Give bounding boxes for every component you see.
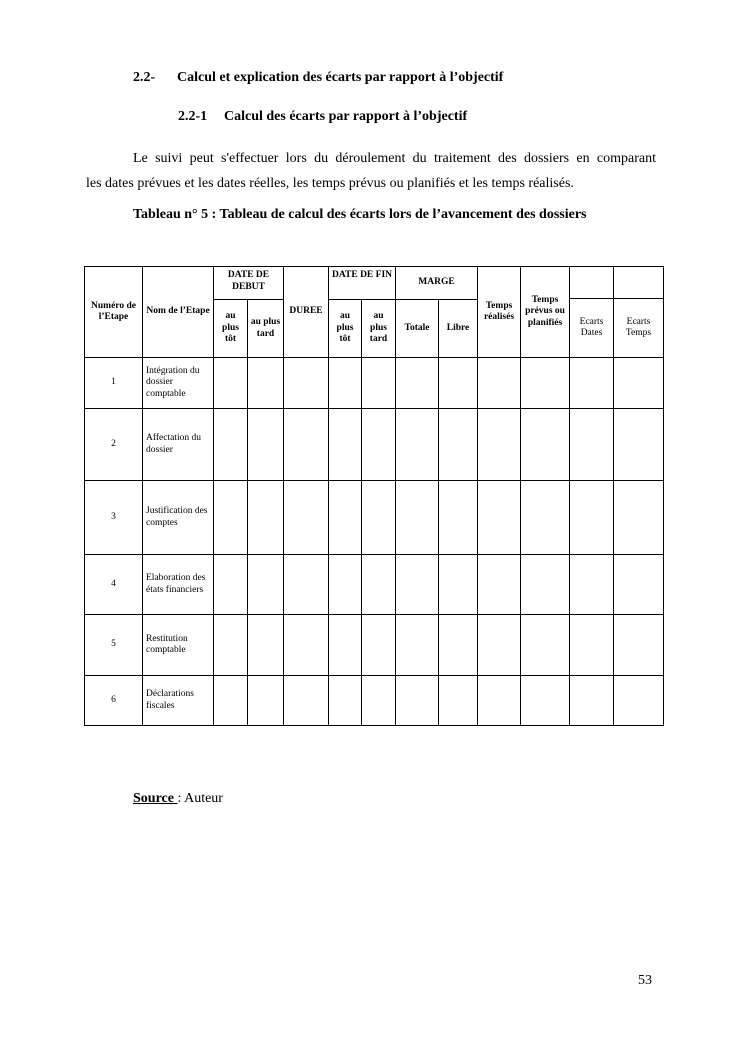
empty-cell bbox=[614, 615, 664, 676]
empty-cell bbox=[284, 676, 329, 726]
source-note bbox=[133, 791, 223, 807]
empty-cell bbox=[248, 676, 284, 726]
empty-cell bbox=[439, 555, 478, 615]
empty-cell bbox=[521, 676, 570, 726]
header-date-debut: DATE DE DEBUT bbox=[214, 267, 284, 300]
header-numero: Numéro de l’Etape bbox=[85, 267, 143, 358]
empty-cell bbox=[439, 676, 478, 726]
empty-cell bbox=[362, 676, 396, 726]
section-heading bbox=[133, 70, 503, 86]
empty-cell bbox=[248, 409, 284, 481]
header-libre: Libre bbox=[439, 300, 478, 358]
empty-cell bbox=[439, 481, 478, 555]
step-name: Affectation du dossier bbox=[143, 409, 214, 481]
table-row bbox=[85, 555, 664, 615]
table-row bbox=[85, 615, 664, 676]
empty-cell bbox=[329, 615, 362, 676]
header-date-fin: DATE DE FIN bbox=[329, 267, 396, 300]
table-row bbox=[85, 409, 664, 481]
empty-cell bbox=[521, 615, 570, 676]
empty-cell bbox=[362, 358, 396, 409]
empty-cell bbox=[214, 676, 248, 726]
paragraph-line-1: Le suivi peut s'effectuer lors du déroulement du traitement des dossiers en comparant bbox=[133, 151, 656, 166]
subsection-number: 2.2-1 bbox=[178, 109, 208, 124]
step-name: Intégration du dossier comptable bbox=[143, 358, 214, 409]
header-temps-prevus: Temps prévus ou planifiés bbox=[521, 267, 570, 358]
paragraph-line-2: les dates prévues et les dates réelles, les temps prévus ou planifiés et les temps réalisés. bbox=[86, 176, 574, 191]
empty-cell bbox=[329, 358, 362, 409]
empty-cell bbox=[362, 555, 396, 615]
table-row bbox=[85, 676, 664, 726]
empty-cell bbox=[214, 409, 248, 481]
section-title: Calcul et explication des écarts par rapport à l’objectif bbox=[177, 70, 504, 85]
header-ecarts-dates: Ecarts Dates bbox=[579, 316, 604, 338]
empty-cell bbox=[248, 615, 284, 676]
empty-cell bbox=[248, 481, 284, 555]
empty-cell bbox=[329, 555, 362, 615]
empty-cell bbox=[214, 358, 248, 409]
empty-cell bbox=[439, 358, 478, 409]
step-name: Justification des comptes bbox=[143, 481, 214, 555]
step-number: 6 bbox=[85, 676, 143, 726]
empty-cell bbox=[439, 409, 478, 481]
header-debut-tard: au plus tard bbox=[248, 300, 284, 358]
empty-cell bbox=[329, 481, 362, 555]
step-number: 5 bbox=[85, 615, 143, 676]
empty-cell bbox=[521, 409, 570, 481]
empty-cell bbox=[284, 409, 329, 481]
empty-cell bbox=[396, 409, 439, 481]
empty-cell bbox=[478, 481, 521, 555]
step-name: Elaboration des états financiers bbox=[143, 555, 214, 615]
empty-cell bbox=[614, 358, 664, 409]
empty-cell bbox=[329, 409, 362, 481]
empty-cell bbox=[478, 409, 521, 481]
empty-cell bbox=[478, 615, 521, 676]
empty-cell bbox=[214, 555, 248, 615]
empty-cell bbox=[439, 615, 478, 676]
table-row bbox=[85, 481, 664, 555]
header-marge: MARGE bbox=[396, 267, 478, 300]
empty-cell bbox=[521, 555, 570, 615]
header-ecarts-temps: Ecarts Temps bbox=[625, 316, 652, 338]
empty-cell bbox=[396, 358, 439, 409]
empty-cell bbox=[362, 409, 396, 481]
header-row-1 bbox=[85, 267, 664, 300]
table-row bbox=[85, 358, 664, 409]
empty-cell bbox=[570, 358, 614, 409]
step-number: 2 bbox=[85, 409, 143, 481]
header-ecarts-temps-cell bbox=[614, 267, 664, 358]
body-paragraph bbox=[86, 146, 656, 196]
empty-cell bbox=[284, 615, 329, 676]
empty-cell bbox=[214, 481, 248, 555]
empty-cell bbox=[396, 555, 439, 615]
section-number: 2.2- bbox=[133, 70, 156, 85]
empty-cell bbox=[284, 481, 329, 555]
source-label: Source bbox=[133, 791, 178, 806]
empty-cell bbox=[614, 555, 664, 615]
empty-cell bbox=[248, 555, 284, 615]
empty-cell bbox=[570, 676, 614, 726]
empty-cell bbox=[521, 481, 570, 555]
subsection-heading bbox=[178, 109, 467, 125]
empty-cell bbox=[478, 358, 521, 409]
header-temps-realises: Temps réalisés bbox=[478, 267, 521, 358]
step-name: Restitution comptable bbox=[143, 615, 214, 676]
empty-cell bbox=[284, 358, 329, 409]
empty-cell bbox=[570, 555, 614, 615]
header-ecarts-dates-cell bbox=[570, 267, 614, 358]
page-number: 53 bbox=[638, 973, 652, 988]
empty-cell bbox=[396, 481, 439, 555]
empty-cell bbox=[396, 676, 439, 726]
header-fin-tot: au plus tôt bbox=[329, 300, 362, 358]
empty-cell bbox=[614, 409, 664, 481]
empty-cell bbox=[362, 481, 396, 555]
empty-cell bbox=[329, 676, 362, 726]
empty-cell bbox=[284, 555, 329, 615]
empty-cell bbox=[478, 555, 521, 615]
empty-cell bbox=[214, 615, 248, 676]
subsection-title: Calcul des écarts par rapport à l’objectif bbox=[224, 109, 468, 124]
step-number: 1 bbox=[85, 358, 143, 409]
step-name: Déclarations fiscales bbox=[143, 676, 214, 726]
header-duree: DUREE bbox=[284, 267, 329, 358]
header-debut-tot: au plus tôt bbox=[214, 300, 248, 358]
empty-cell bbox=[396, 615, 439, 676]
empty-cell bbox=[614, 676, 664, 726]
source-value: : Auteur bbox=[177, 791, 223, 806]
table-caption: Tableau n° 5 : Tableau de calcul des écarts lors de l’avancement des dossiers bbox=[133, 207, 587, 222]
empty-cell bbox=[248, 358, 284, 409]
empty-cell bbox=[521, 358, 570, 409]
empty-cell bbox=[362, 615, 396, 676]
header-ecarts-dates-top bbox=[570, 267, 613, 299]
header-totale: Totale bbox=[396, 300, 439, 358]
header-ecarts-temps-top bbox=[614, 267, 663, 299]
empty-cell bbox=[570, 481, 614, 555]
empty-cell bbox=[614, 481, 664, 555]
deviation-table bbox=[84, 266, 664, 726]
empty-cell bbox=[570, 409, 614, 481]
step-number: 3 bbox=[85, 481, 143, 555]
header-fin-tard: au plus tard bbox=[362, 300, 396, 358]
empty-cell bbox=[570, 615, 614, 676]
header-nom: Nom de l’Etape bbox=[143, 267, 214, 358]
step-number: 4 bbox=[85, 555, 143, 615]
empty-cell bbox=[478, 676, 521, 726]
